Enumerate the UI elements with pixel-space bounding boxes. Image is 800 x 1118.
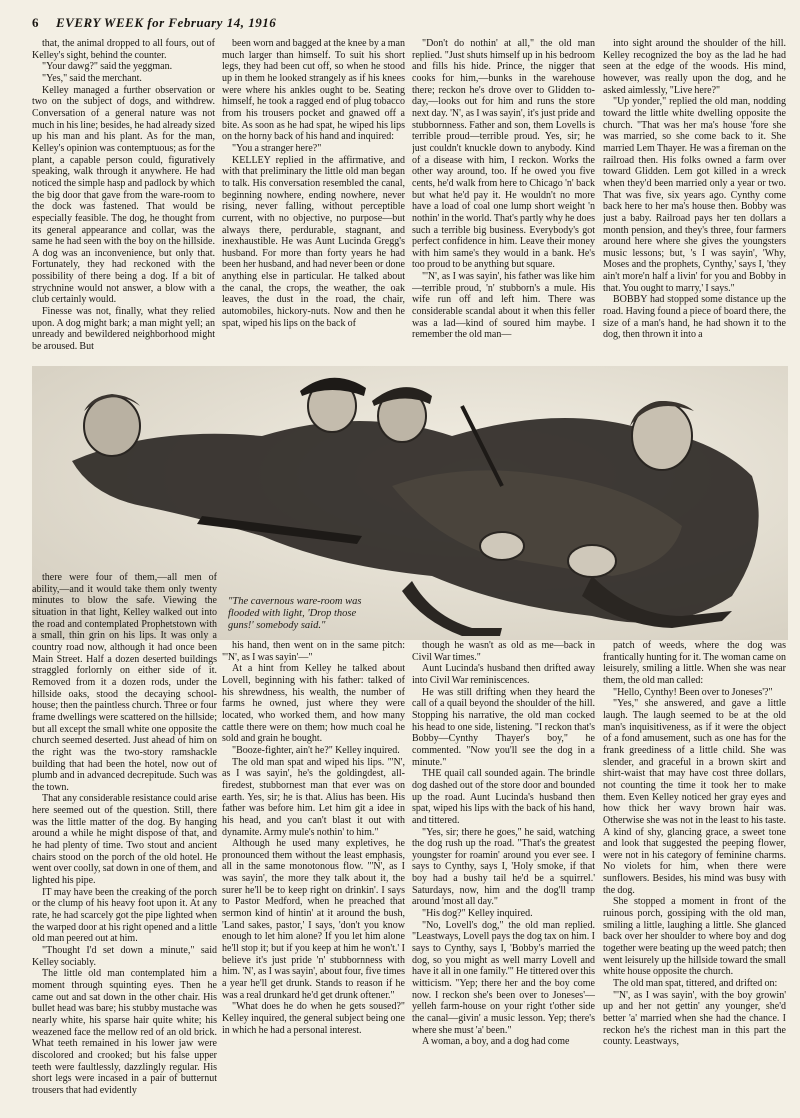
paragraph: "Up yonder," replied the old man, nodding toward the little white dwelling opposite the church. "That was her ma's house 'fore she was married, so she come back to it. She married Lem Thayer. He was a fireman on the railroad then. His folks owned a farm over toward Glidden. Lem got killed in a wreck when they'd been married only a year or two. That was five, six years ago. Cynthy come back here to her ma's house then. Bobby was just a baby. Railroad pays her ten dollars a month pension, and they's three, four farmers around here where she gives the youngsters music lessons; but, 's I was sayin', 'Why, Moses and the prophets, Cynthy,' says I, 'they ain't more'n half a livin' for you and Bobby in that. You ought to marry,' I says." [603, 96, 786, 294]
paragraph: "Don't do nothin' at all," the old man replied. "Just shuts himself up in his bedroom and fills his hide. Prince, the nigger that cooks for him,—bunks in the warehouse there; reckon he's drove over to Glidden to-day,—looks out for him and runs the store next day. 'N', as I was sayin', it's just pride and stubbornness. Father and son, them Lovells is terrible proud—terrible proud. Yes, sir; he just couldn't knuckle down to anybody. Kind of a disease with him, I reckon. Works the other way around, too. If he owed you five cents, he'd walk from here to Chicago 'n' back but what he'd pay it. He wouldn't no more have a load of coal one lump short weight 'n nothin' in the world. That's partly why he does such a terrible big business. Everybody's got perfect confidence in him. Leave their money with him same's they would in a bank. He's too proud to be anything but square. [412, 38, 595, 271]
paragraph: KELLEY replied in the affirmative, and with that preliminary the little old man began to talk. His conversation resembled the canal, beginning nowhere, ending nowhere, never rising, never falling, without perceptible current, with no objective, no purpose—but always there, perdurable, stagnant, and inexhaustible. He was Aunt Lucinda Gregg's husband. For more than forty years he had been her husband, and had never been or done anything else in particular. He talked about the canal, the crops, the weather, the oak leaves, the dust in the road, the chair, automobiles, hickory-nuts. Now and then he spat, wiped his lips on the back of [222, 154, 405, 329]
paragraph: BOBBY had stopped some distance up the road. Having found a piece of board there, the size of a man's hand, he had shown it to the dog, then thrown it into a [603, 294, 786, 341]
top-column-3 [412, 38, 595, 364]
page-header [32, 12, 772, 34]
paragraph: The old man spat and wiped his lips. "'N', as I was sayin', he's the goldingdest, all-firedest, stubbornest man that ever was on earth. Yes, sir; he is that. Alius has been. His father was before him. Let him git a idee in his head, and you can't blast it out with dynamite. Army mule's nothin' to him." [222, 756, 405, 838]
paragraph: THE quail call sounded again. The brindle dog dashed out of the store door and bounded up the road. Aunt Lucinda's husband then spat, wiped his lips with the back of his hand, and tittered. [412, 768, 595, 826]
running-title: EVERY WEEK for February 14, 1916 [56, 15, 277, 30]
top-column-2 [222, 38, 405, 364]
paragraph: "Yes, sir; there he goes," he said, watching the dog rush up the road. "That's the greatest youngster for roamin' around you ever see. I says to Cynthy, says I, 'Holy smoke, if that boy had a bushy tail he'd be a squirrel.' Saturdays, now, him and the dog'll tramp around 'most all day." [412, 826, 595, 908]
paragraph: At a hint from Kelley he talked about Lovell, beginning with his father: talked of his shrewdness, his wealth, the number of farms he owned, just where they were located, who worked them, and how many cattle there were on them; how much coal he sold and grain he bought. [222, 663, 405, 745]
paragraph: A woman, a boy, and a dog had come [422, 1036, 570, 1048]
paragraph: "Yes," said the merchant. [42, 72, 142, 84]
paragraph: his hand, then went on in the same pitch: "'N', as I was sayin'—" [222, 640, 405, 663]
paragraph: She stopped a moment in front of the ruinous porch, gossiping with the old man, smiling a little, laughing a little. She glanced back over her shoulder to where boy and dog together were beating up the weed patch; then went leisurely up the hillside toward the small white house opposite the church. [603, 896, 786, 978]
paragraph: "You a stranger here?" [232, 142, 322, 154]
paragraph: "'N', as I was sayin', with the boy growin' up and her not gettin' any younger, she'd better 'a' married when she had the chance. I reckon he's the richest man in this part the county. Leastways, [603, 989, 786, 1048]
page-number: 6 [32, 15, 39, 30]
paragraph: patch of weeds, where the dog was frantically hunting for it. The woman came on leisurely, smiling a little. When she was near them, the old man called: [603, 640, 786, 686]
bottom-column-4 [603, 640, 786, 1108]
illustration-caption: "The cavernous ware-room was flooded with light, 'Drop those guns!' somebody said." [228, 596, 362, 631]
bottom-column-3 [412, 640, 595, 1108]
paragraph: though he wasn't as old as me—back in Civil War times." [412, 640, 595, 663]
paragraph: "Your dawg?" said the yeggman. [42, 61, 173, 73]
paragraph: That any considerable resistance could arise here seemed out of the question. Still, there was the little matter of the dog. By hanging around a while he might dispose of that, and he had plenty of time. Two stout and ancient chairs stood on the porch of the old hotel. He went over coolly, sat down in one of them, and lighted his pipe. [32, 793, 217, 887]
paragraph: IT may have been the creaking of the porch or the clump of his heavy foot upon it. At any rate, he had scarcely got the pipe lighted when the warped door at his right opened and a little old man peered out at him. [32, 886, 217, 945]
paragraph: Finesse was not, finally, what they relied upon. A dog might bark; a man might yell; an unready and bewildered neighborhood might be aroused. But [32, 306, 215, 353]
paragraph: "'N', as I was sayin', his father was like him—terrible proud, 'n' stubborn's a mule. His wife run off and left him. There was considerable scandal about it when this feller was a lad—kind of soured him maybe. I remember the old man— [412, 271, 595, 341]
paragraph: The little old man contemplated him a moment through squinting eyes. Then he came out and sat down in the other chair. His bullet head was bare; his stubby mustache was nearly white, his sparse hair quite white; his weazened face the mellow red of an old brick. What teeth remained in his lower jaw were discolored and crooked; but his false upper teeth were faultlessly, dazzlingly regular. His short legs were incased in a pair of butternut trousers that had evidently [32, 968, 217, 1096]
paragraph: into sight around the shoulder of the hill. Kelley recognized the boy as the lad he had seen at the edge of the woods. His mind, however, was really upon the dog, and he asked aimlessly, "Live here?" [603, 38, 786, 96]
paragraph: there were four of them,—all men of ability,—and it would take them only twenty minutes to blow the safe. Viewing the situation in that light, Kelley walked out into the road and contemplated Prophetstown with a small, thin grin on his lips. It was only a country road now, although it had once been Main Street. Half a dozen deserted buildings straggled forlornly on either side of it. Removed from it a dozen rods, under the hillside oaks, stood the decaying school-house; then the paintless church. Three or four frame dwellings were scattered on the hillside; but all except the small white one opposite the church seemed deserted. Just ahead of him on the right was the two-story ramshackle building that had been the hotel, now out of plumb and in advanced decrepitude. Such was the town. [32, 572, 217, 793]
paragraph: "Booze-fighter, ain't he?" Kelley inquired. [232, 744, 400, 756]
paragraph: He was still drifting when they heard the call of a quail beyond the shoulder of the hill. Stopping his narrative, the old man cocked his head to one side, listening. "I reckon that's Bobby—Cynthy Thayer's boy," he commented. "Now you'll see the dog in a minute." [412, 686, 595, 768]
paragraph: The old man spat, tittered, and drifted on: [613, 978, 778, 990]
paragraph: been worn and bagged at the knee by a man much larger than himself. To suit his short legs, they had been cut off, so when he stood up in them he looked strangely as if his knees were where his ankles ought to be. Seating himself, he took a ragged end of plug tobacco from his trousers pocket and gnawed off a bite. As soon as he had spat, he wiped his lips on the horny back of his hand and inquired: [222, 38, 405, 143]
paragraph: "Yes," she answered, and gave a little laugh. The laugh seemed to be at the old man's inquisitiveness, as if it were the object of a fond amusement, such as one has for the frank greediness of a little child. She was slender, and graceful in a brown skirt and shirt-waist that may have cost three dollars, not counting the time it took her to make them. Even Kelley noticed her gray eyes and how thick her wavy brown hair was. Otherwise she was not in the least to his taste. A kind of shy, glancing grace, a sweet tone and look that suggested the peeping flower, were not in his category of feminine charms. No violets for him, when there were sunflowers. Besides, his mind was busy with the dog. [603, 698, 786, 896]
paragraph: "What does he do when he gets soused?" Kelley inquired, the general subject being one in which he had a personal interest. [222, 1001, 405, 1036]
paragraph: "Thought I'd set down a minute," said Kelley sociably. [32, 945, 217, 968]
paragraph: Kelley managed a further observation or two on the subject of dogs, and withdrew. Conversation of a general nature was not much in his line; besides, he had already sized up his man and his plant. As for the man, Kelley's opinion was contemptuous; as for the plant, a capable person could, figuratively speaking, walk through it anywhere. He had noticed the simple hasp and padlock by which the big door that gave from the ware-room to the dock was fastened. That would be especially feasible. The dog, he thought from its general appearance and collar, was the same he had seen with the boy on the hillside. A dog was an inconvenience, but only that. Fortunately, they had reckoned with the possibility of there being a dog. If a bit of strychnine would not answer, a blow with a club certainly would. [32, 84, 215, 306]
paragraph: "Hello, Cynthy! Been over to Joneses'?" [613, 686, 773, 698]
paragraph: "His dog?" Kelley inquired. [422, 908, 533, 920]
paragraph: Aunt Lucinda's husband then drifted away into Civil War reminiscences. [412, 663, 595, 686]
paragraph: "No, Lovell's dog," the old man replied. "Leastways, Lovell pays the dog tax on him. I says to Cynthy, says I, 'Bobby's married the dog, so you might as well marry Lovell and have it all in one family.'" He tittered over this witticism. "Yep; there her and the boy come now. I reckon she's been over to Joneses'—yelleh farm-house on your right t'other side the canal—givin' a music lesson. Yep; there's where she must 'a' been." [412, 919, 595, 1036]
bottom-column-1 [32, 572, 217, 1108]
bottom-column-2 [222, 640, 405, 1108]
paragraph: that, the animal dropped to all fours, out of Kelley's sight, behind the counter. [32, 38, 215, 61]
top-column-1 [32, 38, 215, 364]
top-column-4 [603, 38, 786, 364]
paragraph: Although he used many expletives, he pronounced them without the least emphasis, all in the same monotonous flow. "'N', as I was sayin', the more they talk about it, the surer he'll be to keep right on drinkin'. I says to Pastor Medford, when he preached that sermon kind of hintin' at it around the bush, 'Land sakes, pastor,' I says, 'don't you know enough to let him alone? If you let him alone he'll stop it; but if you keep at him he won't.' I believe it's just pride 'n' stubbornness with him. 'N', as I was sayin', about four, five times a year he'll get drunk. Stands to reason if he was a real drunkard he'd get drunk oftener." [222, 838, 405, 1001]
